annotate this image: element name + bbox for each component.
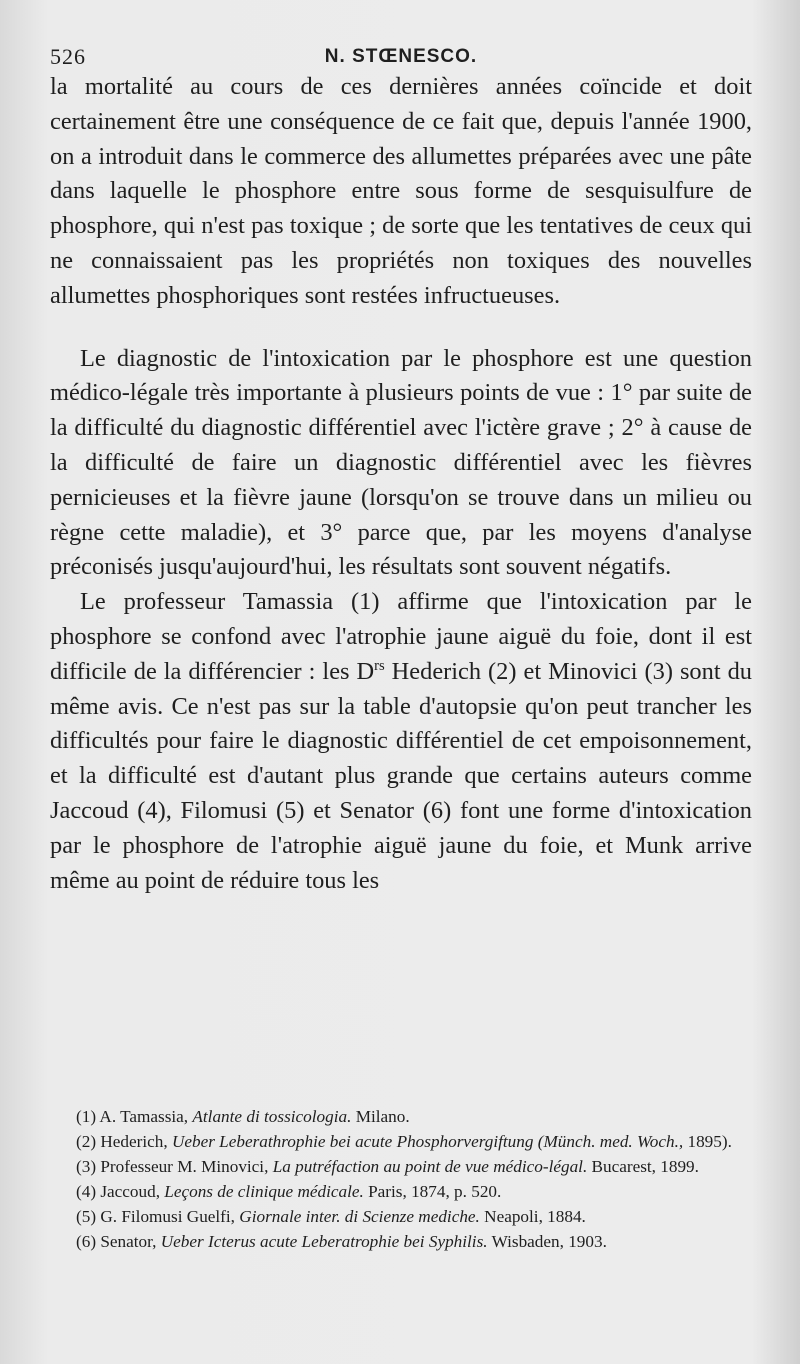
footnote-author: G. Filomusi Guelfi, [100,1207,235,1226]
footnote-author: Senator, [100,1232,157,1251]
footnote [50,1156,752,1178]
running-head: N. STŒNESCO. [324,46,478,67]
paragraph-1: la mortalité au cours de ces dernières années coïncide et doit certainement être une conséquence de ce fait que, depuis l'année 1900, on a introduit dans le commerce des allumettes préparées avec une pâte dans laquelle le phosphore entre sous forme de sesquisulfure de phosphore, qui n'est pas toxique ; de sorte que les tentatives de ceux qui ne connaissaient pas les propriétés non toxiques des nouvelles allumettes phosphoriques sont restées infructueuses. [50,73,752,309]
doctors-abbrev-superscript: rs [374,657,385,674]
footnotes [50,1106,752,1256]
footnote [50,1206,752,1228]
footnote-marker: (5) [76,1207,97,1226]
footnote [50,1106,752,1128]
footnote [50,1181,752,1203]
footnote-publication: Paris, 1874, p. 520. [368,1182,502,1201]
footnote-marker: (2) [76,1132,97,1151]
footnote-author: Professeur M. Minovici, [100,1157,269,1176]
footnote-author: A. Tamassia, [99,1107,189,1126]
footnote-title: La putréfaction au point de vue médico-légal. [272,1157,588,1176]
footnote-marker: (3) [76,1157,97,1176]
footnote-title: Giornale inter. di Scienze mediche. [239,1207,480,1226]
footnote-marker: (1) [76,1107,97,1126]
footnote-author: Hederich, [100,1132,168,1151]
page-header [50,0,752,70]
footnote-publication: Wisbaden, 1903. [491,1232,607,1251]
footnote [50,1131,752,1153]
footnote-title: Atlante di tossicologia. [192,1107,352,1126]
paragraph-3-part-2: Hederich (2) et Minovici (3) sont du même avis. Ce n'est pas sur la table d'autopsie qu'on peut trancher les difficultés pour faire le diagnostic différentiel de cet empoisonnement, et la difficulté est d'autant plus grande que certains auteurs comme Jaccoud (4), Filomusi (5) et Senator (6) font une forme d'intoxication par le phosphore de l'atrophie aiguë jaune du foie, et Munk arrive même au point de réduire tous les [50,657,752,894]
footnote-publication: Milano. [355,1107,410,1126]
footnote-marker: (4) [76,1182,97,1201]
paragraph-3 [50,585,752,898]
paragraph-gap [50,314,752,342]
body-text [50,70,752,898]
footnote-marker: (6) [76,1232,97,1251]
page-number: 526 [50,44,86,69]
paragraph-2: Le diagnostic de l'intoxication par le phosphore est une question médico-légale très importante à plusieurs points de vue : 1° par suite de la difficulté du diagnostic différentiel avec l'ictère grave ; 2° à cause de la difficulté de faire un diagnostic différentiel avec les fièvres pernicieuses et la fièvre jaune (lorsqu'on se trouve dans un milieu ou règne cette maladie), et 3° parce que, par les moyens d'analyse préconisés jusqu'aujourd'hui, les résultats sont souvent négatifs. [50,344,752,581]
footnote-publication: Bucarest, 1899. [591,1157,699,1176]
footnote-title: Ueber Icterus acute Leberatrophie bei Syphilis. [160,1232,488,1251]
paragraph-3-part-1: Le professeur Tamassia (1) affirme que l'intoxication par le phosphore se confond avec l'atrophie jaune aiguë du foie, dont il est difficile de la différencier : les D [50,588,752,685]
footnote-title: Ueber Leberathrophie bei acute Phosphorvergiftung (Münch. med. Woch., [171,1132,684,1151]
footnote-publication: 1895). [687,1132,732,1151]
footnote-author: Jaccoud, [100,1182,160,1201]
footnote-publication: Neapoli, 1884. [484,1207,586,1226]
footnote-title: Leçons de clinique médicale. [164,1182,364,1201]
footnote [50,1231,752,1253]
